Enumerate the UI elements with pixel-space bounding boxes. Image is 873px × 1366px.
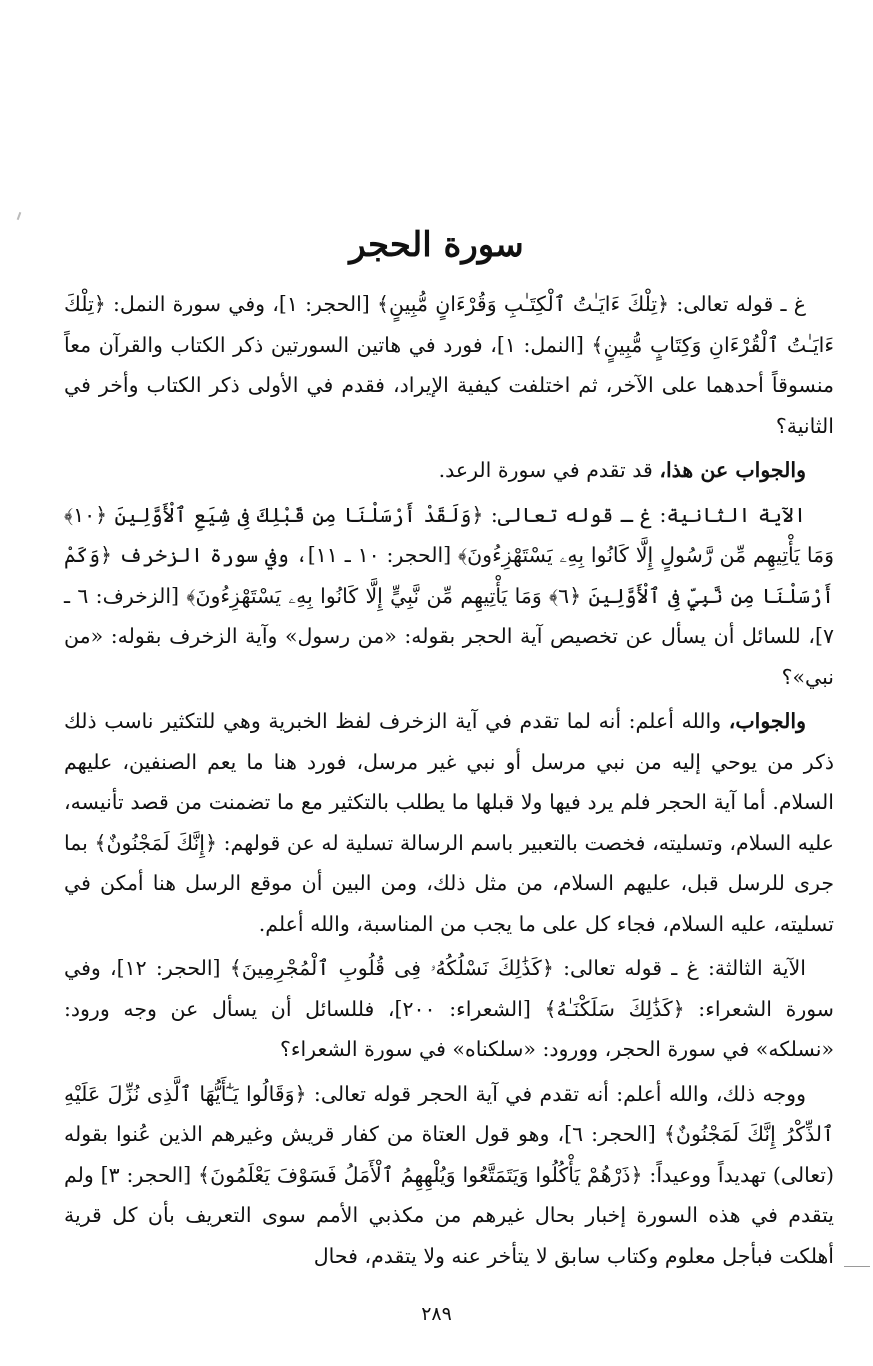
paragraph-5	[64, 948, 834, 1070]
paragraph-4-text: والله أعلم: أنه لما تقدم في آية الزخرف لفظ الخبرية وهي للتكثير ناسب ذلك ذكر من يوحي إليه من نبي مرسل أو نبي غير مرسل، فورد هنا ما يعم الصنفين، عليهم السلام. أما آية الحجر فلم يرد فيها ولا قبلها ما يطلب بالتكثير مع ما تضمنت من قصد تأنيسه، عليه السلام، وتسليته، فخصت بالتعبير باسم الرسالة تسلية له عن قولهم: ﴿إِنَّكَ لَمَجْنُونٌ﴾ بما جرى للرسل قبل، عليهم السلام، من مثل ذلك، ومن البين أن موقع الرسل هنا أمكن في تسليته، عليه السلام، فجاء كل على ما يجب من المناسبة، والله أعلم.	[64, 709, 834, 936]
paragraph-2-lead: والجواب عن هذا،	[659, 458, 806, 482]
surah-title: سورة الحجر	[349, 224, 524, 265]
paragraph-6	[64, 1074, 834, 1277]
margin-line	[844, 1266, 870, 1267]
page-number: ٢٨٩	[421, 1303, 452, 1325]
paragraph-6-text: ووجه ذلك، والله أعلم: أنه تقدم في آية الحجر قوله تعالى: ﴿وَقَالُوا يَـٰٓأَيُّهَا ٱلَّذِى نُزِّلَ عَلَيْهِ ٱلذِّكْرُ إِنَّكَ لَمَجْنُونٌ﴾ [الحجر: ٦]، وهو قول العتاة من كفار قريش وغيرهم الذين عُنوا بقوله (تعالى) تهديداً ووعيداً: ﴿ذَرْهُمْ يَأْكُلُوا وَيَتَمَتَّعُوا وَيُلْهِهِمُ ٱلْأَمَلُ فَسَوْفَ يَعْلَمُونَ﴾ [الحجر: ٣] ولم يتقدم في هذه السورة إخبار بحال غيرهم من مكذبي الأمم سوى التعريف بأن كل قرية أهلكت فبأجل معلوم وكتاب سابق لا يتأخر عنه ولا يتقدم، فحال	[64, 1081, 834, 1268]
paragraph-1	[64, 284, 834, 446]
paragraph-2-text: قد تقدم في سورة الرعد.	[438, 458, 660, 482]
paragraph-3	[64, 495, 834, 698]
paragraph-4-lead: والجواب،	[728, 709, 806, 733]
paragraph-5-text: الآية الثالثة: غ ـ قوله تعالى: ﴿كَذَٰلِكَ نَسْلُكُهُۥ فِى قُلُوبِ ٱلْمُجْرِمِينَ﴾ [الحجر: ١٢]، وفي سورة الشعراء: ﴿كَذَٰلِكَ سَلَكْنَـٰهُ﴾ [الشعراء: ٢٠٠]، فللسائل أن يسأل عن وجه ورود: «نسلكه» في سورة الحجر، وورود: «سلكناه» في سورة الشعراء؟	[64, 956, 834, 1061]
paragraph-1-text: غ ـ قوله تعالى: ﴿تِلْكَ ءَايَـٰتُ ٱلْكِتَـٰبِ وَقُرْءَانٍ مُّبِينٍ﴾ [الحجر: ١]، وفي سورة النمل: ﴿تِلْكَ ءَايَـٰتُ ٱلْقُرْءَانِ وَكِتَابٍ مُّبِينٍ﴾ [النمل: ١]، فورد في هاتين السورتين ذكر الكتاب والقرآن معاً منسوقاً أحدهما على الآخر، ثم اختلفت كيفية الإيراد، فقدم في الأولى ذكر الكتاب وأخر في الثانية؟	[64, 292, 835, 438]
page-body	[64, 284, 834, 1280]
paragraph-3-text: الآية الثانية: غ ـ قوله تعالى: ﴿وَلَقَدْ أَرْسَلْنَا مِن قَبْلِكَ فِى شِيَعِ ٱلْأَوَّلِينَ ﴿١٠﴾ وَمَا يَأْتِيهِم مِّن رَّسُولٍ إِلَّا كَانُوا بِهِۦ يَسْتَهْزِءُونَ﴾ [الحجر: ١٠ ـ ١١]، وفي سورة الزخرف ﴿وَكَمْ أَرْسَلْنَا مِن نَّبِيٍّ فِى ٱلْأَوَّلِينَ ﴿٦﴾ وَمَا يَأْتِيهِم مِّن نَّبِيٍّ إِلَّا كَانُوا بِهِۦ يَسْتَهْزِءُونَ﴾ [الزخرف: ٦ ـ ٧]، للسائل أن يسأل عن تخصيص آية الحجر بقوله: «من رسول» وآية الزخرف بقوله: «من نبي»؟	[64, 502, 834, 689]
paragraph-4	[64, 701, 834, 944]
paragraph-2	[64, 450, 834, 491]
